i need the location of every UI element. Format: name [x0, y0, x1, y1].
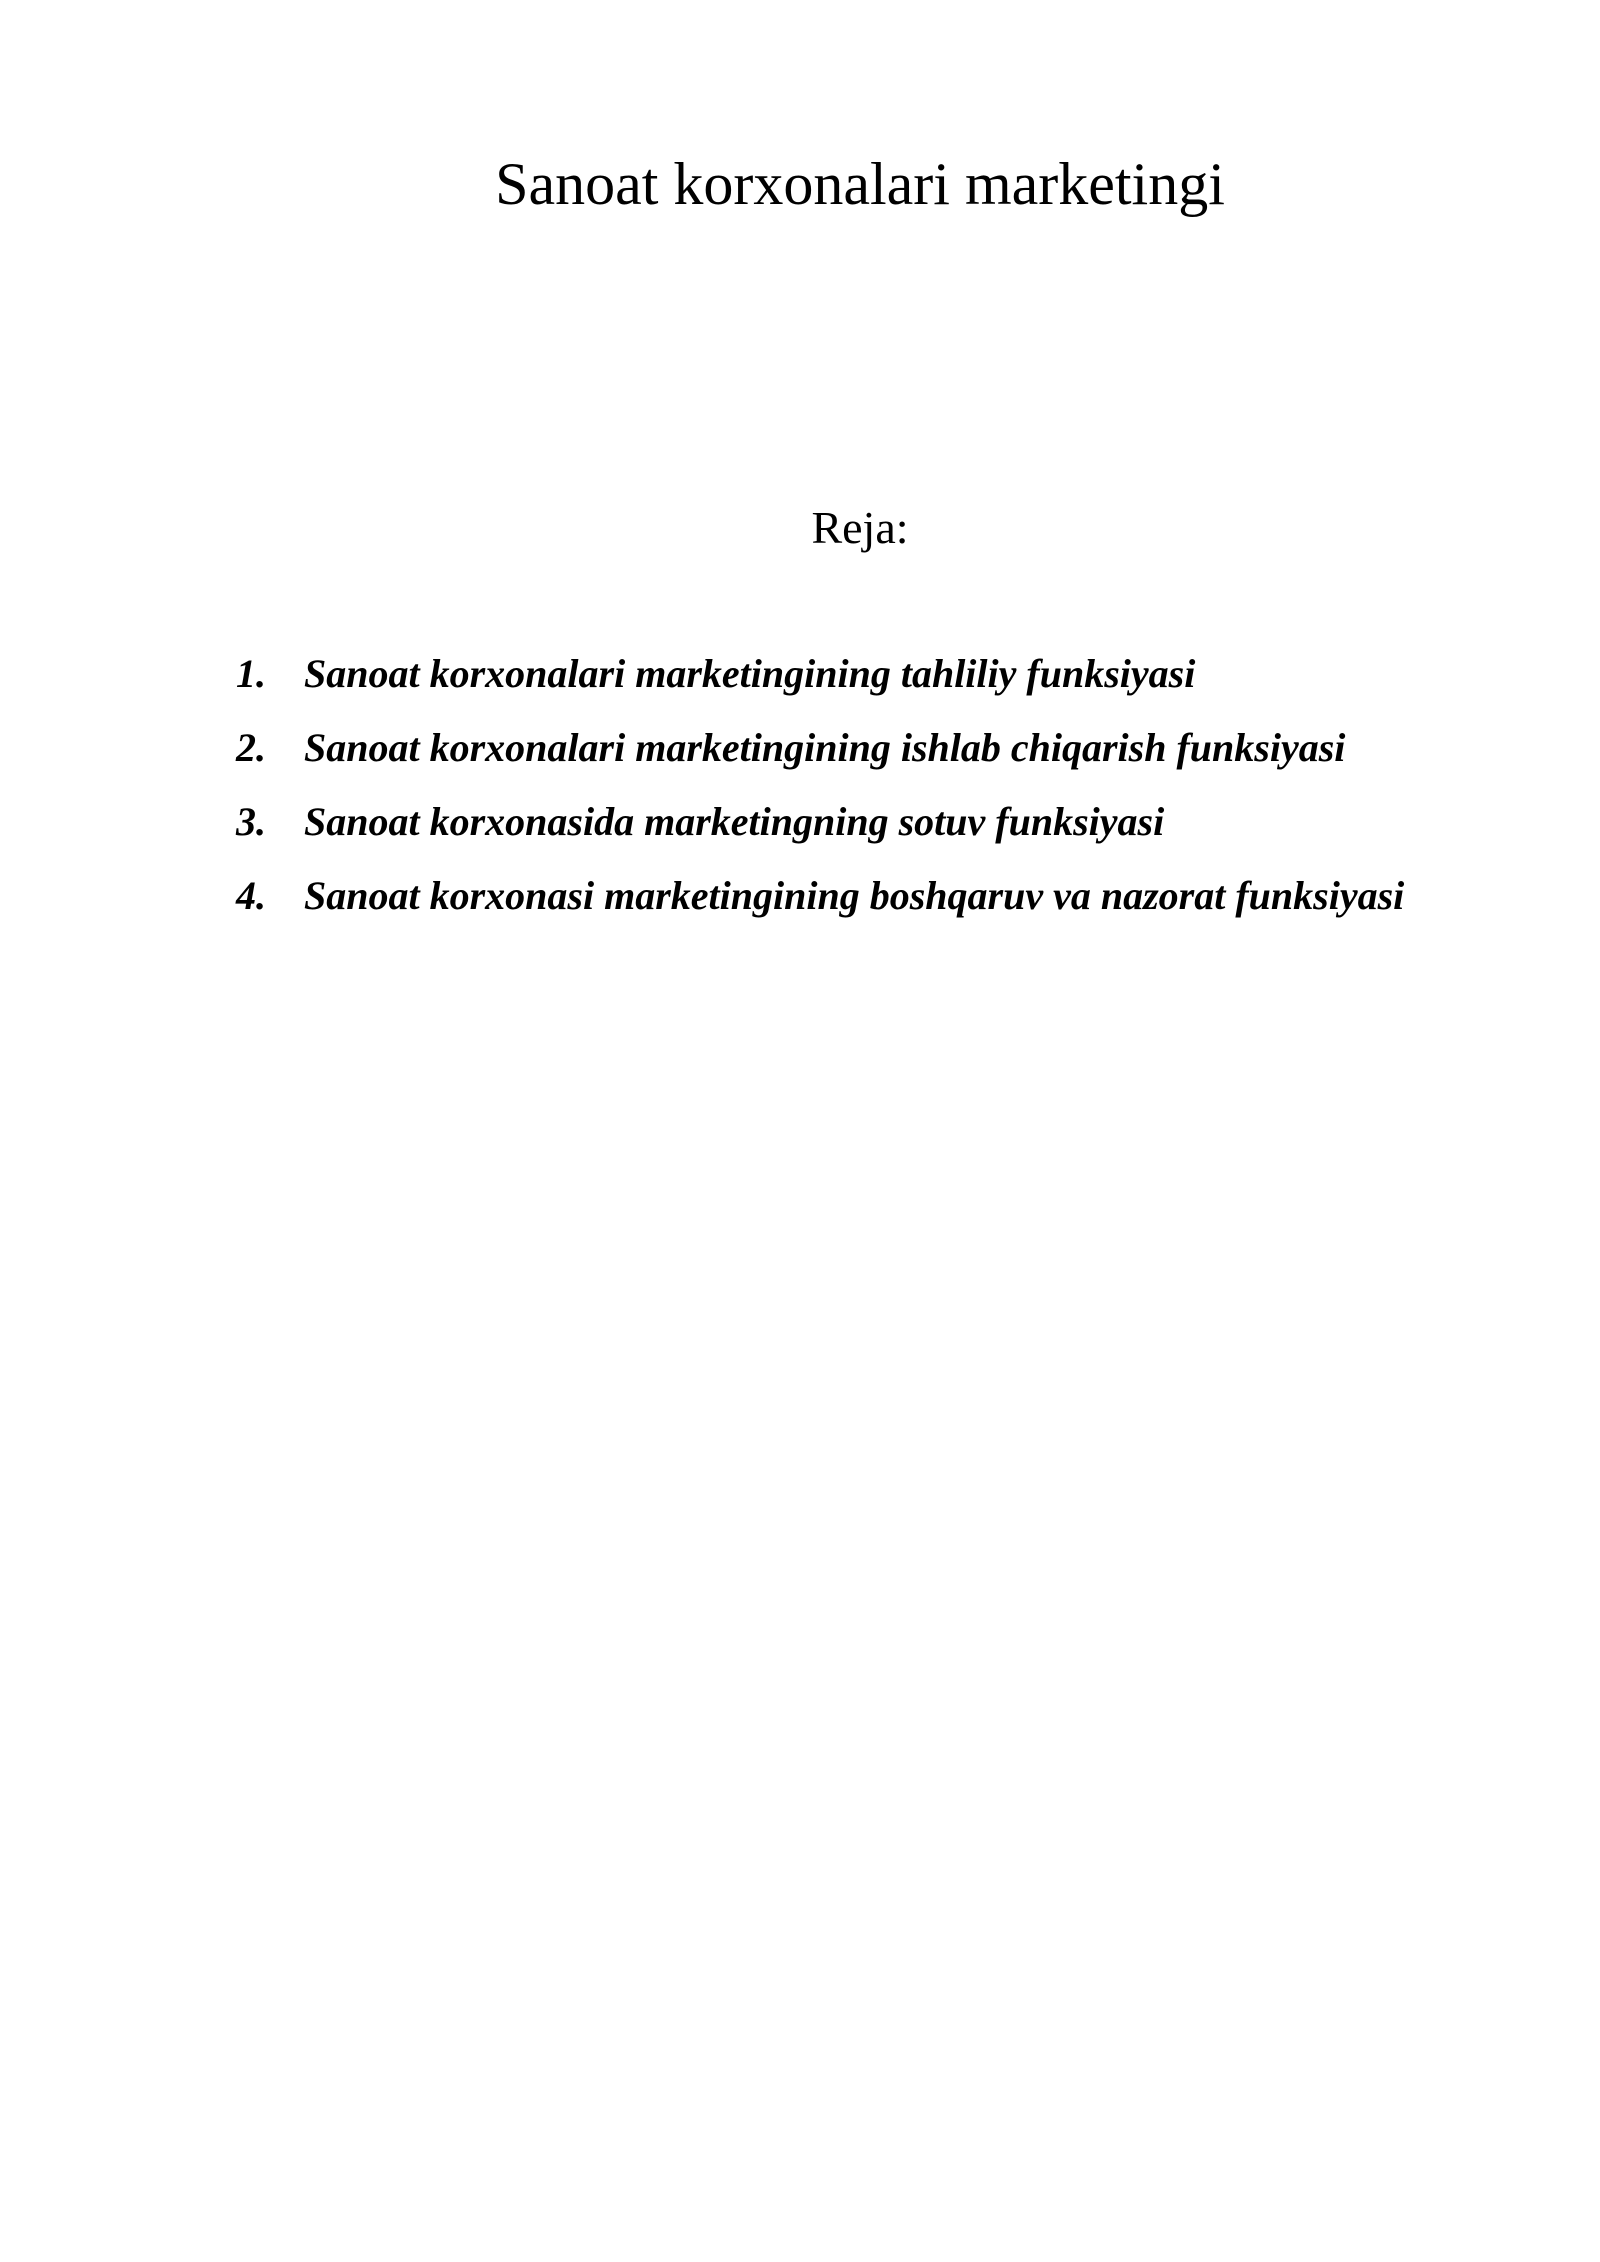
plan-item-3: [236, 798, 1404, 872]
plan-item-number: 2.: [236, 725, 266, 770]
plan-item-2: [236, 724, 1404, 798]
plan-item-1: [236, 650, 1404, 724]
plan-item-number: 4.: [236, 873, 266, 918]
plan-item-number: 3.: [236, 799, 266, 844]
plan-item-text: Sanoat korxonalari marketingining tahliliy funksiyasi: [304, 651, 1196, 696]
plan-item-text: Sanoat korxonasi marketingining boshqaruv va nazorat funksiyasi: [304, 873, 1405, 918]
document-title: Sanoat korxonalari marketingi: [495, 151, 1225, 217]
plan-item-number: 1.: [236, 651, 266, 696]
plan-item-text: Sanoat korxonasida marketingning sotuv funksiyasi: [304, 799, 1165, 844]
plan-list: [236, 650, 1404, 946]
plan-item-text: Sanoat korxonalari marketingining ishlab chiqarish funksiyasi: [304, 725, 1346, 770]
plan-item-4: [236, 872, 1404, 946]
plan-heading: Reja:: [811, 502, 909, 553]
